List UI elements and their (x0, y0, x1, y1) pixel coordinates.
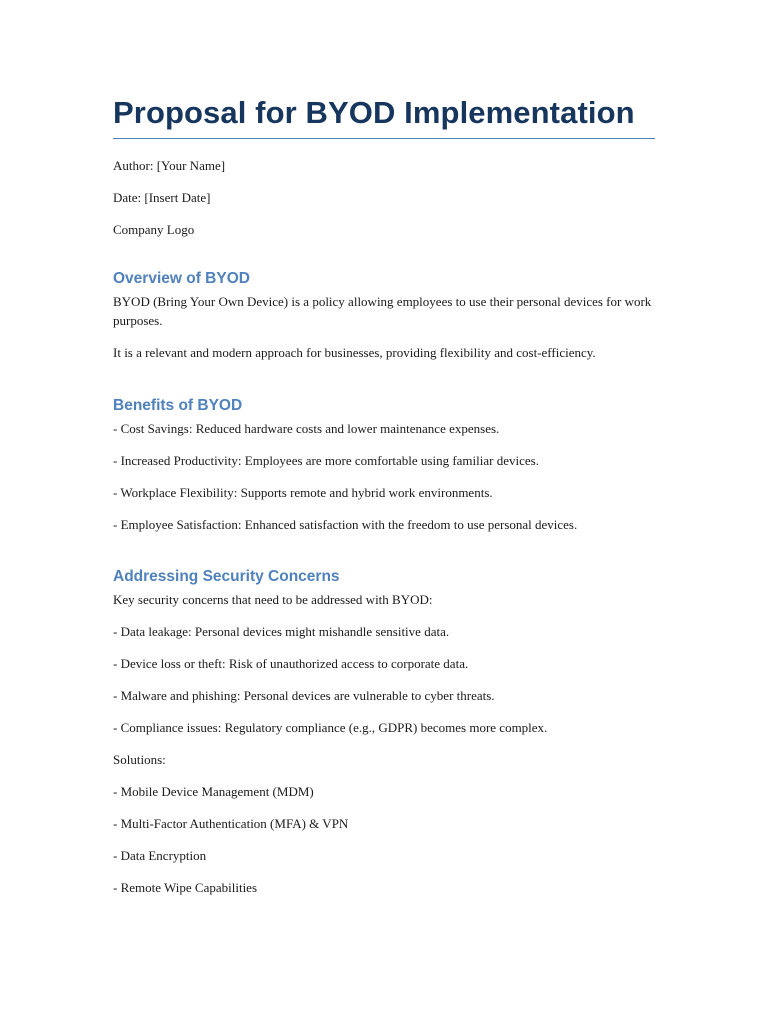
solution-item: - Data Encryption (113, 848, 207, 863)
document-page (113, 92, 655, 897)
security-concern-item: - Data leakage: Personal devices might mishandle sensitive data. (113, 624, 450, 639)
benefit-item: - Increased Productivity: Employees are more comfortable using familiar devices. (113, 453, 539, 468)
overview-paragraph: It is a relevant and modern approach for businesses, providing flexibility and cost-efficiency. (113, 345, 596, 360)
security-concern-item: - Compliance issues: Regulatory compliance (e.g., GDPR) becomes more complex. (113, 720, 548, 735)
security-concern-item: - Device loss or theft: Risk of unauthorized access to corporate data. (113, 656, 469, 671)
solution-item: - Remote Wipe Capabilities (113, 880, 258, 895)
document-meta (113, 156, 655, 239)
benefit-item: - Cost Savings: Reduced hardware costs and lower maintenance expenses. (113, 421, 500, 436)
solution-item: - Mobile Device Management (MDM) (113, 784, 314, 799)
benefit-item: - Employee Satisfaction: Enhanced satisfaction with the freedom to use personal devices. (113, 517, 578, 532)
benefits-heading: Benefits of BYOD (113, 397, 243, 414)
benefits-section (113, 396, 655, 534)
solutions-label: Solutions: (113, 752, 166, 767)
overview-paragraph: BYOD (Bring Your Own Device) is a policy allowing employees to use their personal devices for work purposes. (113, 294, 652, 328)
security-section (113, 567, 655, 897)
security-intro: Key security concerns that need to be addressed with BYOD: (113, 592, 433, 607)
security-heading: Addressing Security Concerns (113, 568, 340, 585)
author-line: Author: [Your Name] (113, 158, 226, 173)
overview-section (113, 269, 655, 362)
benefit-item: - Workplace Flexibility: Supports remote and hybrid work environments. (113, 485, 493, 500)
overview-heading: Overview of BYOD (113, 270, 250, 287)
security-concern-item: - Malware and phishing: Personal devices are vulnerable to cyber threats. (113, 688, 495, 703)
document-title: Proposal for BYOD Implementation (113, 92, 655, 139)
date-line: Date: [Insert Date] (113, 190, 211, 205)
solution-item: - Multi-Factor Authentication (MFA) & VPN (113, 816, 349, 831)
company-logo-placeholder: Company Logo (113, 222, 195, 237)
